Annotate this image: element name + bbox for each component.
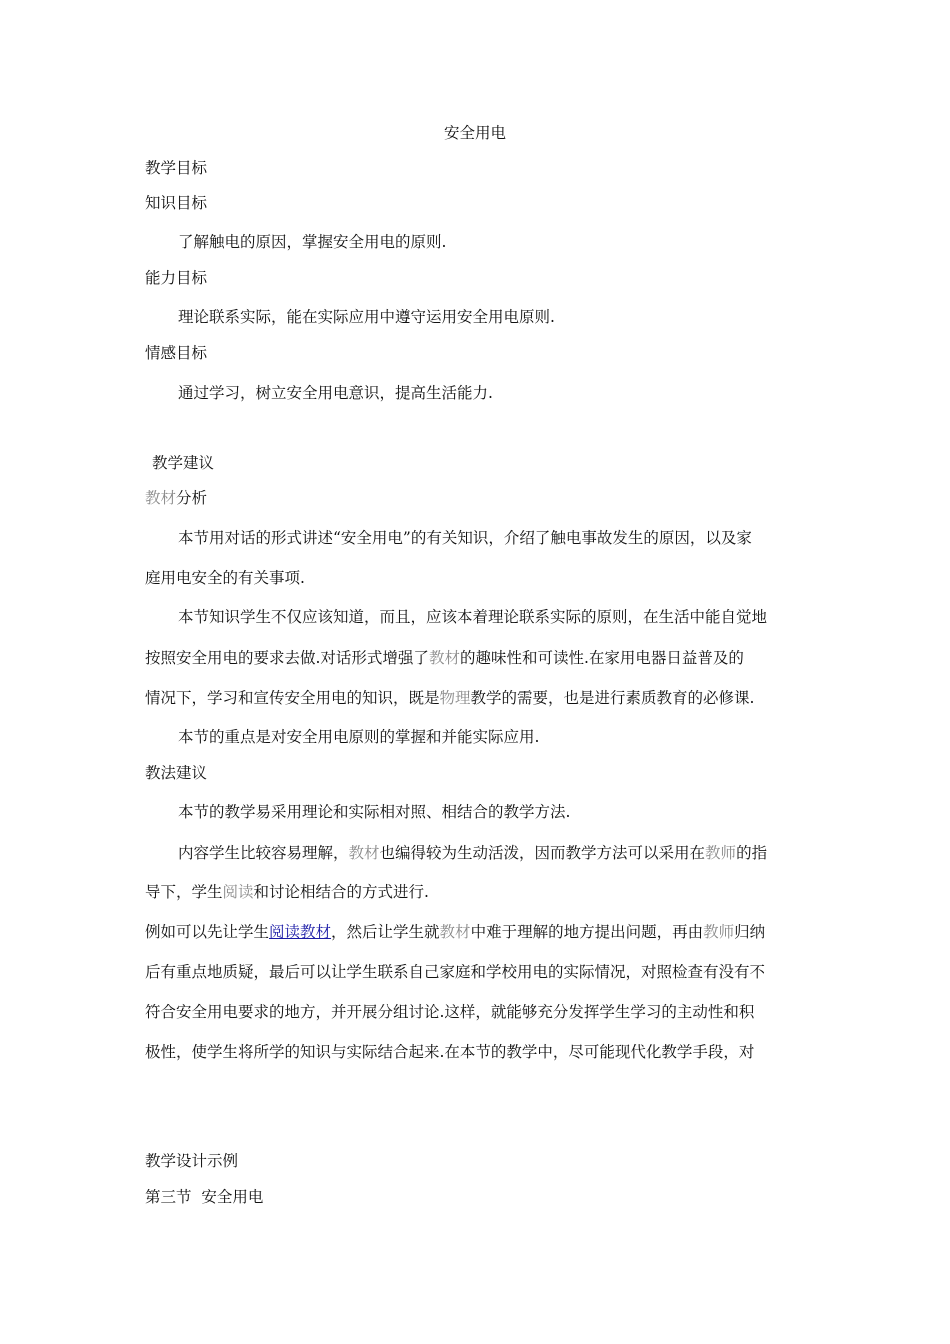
paragraph-line: 本节的重点是对安全用电原则的掌握和并能实际应用. [178, 728, 540, 746]
heading-method: 教法建议 [145, 764, 208, 782]
heading-emotion: 情感目标 [145, 344, 208, 362]
keyword-teacher: 教师 [705, 844, 737, 862]
paragraph-line: 符合安全用电要求的地方，并开展分组讨论.这样，就能够充分发挥学生学习的主动性和积 [145, 1003, 755, 1021]
knowledge-text: 了解触电的原因，掌握安全用电的原则. [178, 233, 447, 251]
paragraph-line: 本节知识学生不仅应该知道，而且，应该本着理论联系实际的原则，在生活中能自觉地 [178, 608, 768, 626]
keyword-material: 教材 [348, 844, 380, 862]
section-title: 第三节 安全用电 [145, 1188, 264, 1206]
paragraph-line: 情况下，学习和宣传安全用电的知识，既是物理教学的需要，也是进行素质教育的必修课. [145, 689, 755, 707]
keyword-material: 教材 [428, 649, 460, 667]
paragraph-line: 本节用对话的形式讲述“安全用电”的有关知识，介绍了触电事故发生的原因，以及家 [178, 529, 752, 547]
keyword-reading: 阅读 [222, 883, 254, 901]
paragraph-line: 导下，学生阅读和讨论相结合的方式进行. [145, 883, 429, 901]
heading-design-example: 教学设计示例 [145, 1152, 239, 1170]
emotion-text: 通过学习，树立安全用电意识，提高生活能力. [178, 384, 493, 402]
paragraph-line: 后有重点地质疑，最后可以让学生联系自己家庭和学校用电的实际情况，对照检查有没有不 [145, 963, 766, 981]
heading-objectives: 教学目标 [145, 159, 208, 177]
keyword-teacher: 教师 [703, 923, 735, 941]
heading-ability: 能力目标 [145, 269, 208, 287]
reading-material-link[interactable]: 阅读教材 [269, 923, 332, 941]
paragraph-line: 极性，使学生将所学的知识与实际结合起来.在本节的教学中，尽可能现代化教学手段，对 [145, 1043, 755, 1061]
heading-knowledge: 知识目标 [145, 194, 208, 212]
paragraph-line: 本节的教学易采用理论和实际相对照、相结合的教学方法. [178, 803, 571, 821]
ability-text: 理论联系实际，能在实际应用中遵守运用安全用电原则. [178, 308, 555, 326]
keyword-material: 教材 [439, 923, 471, 941]
paragraph-line: 内容学生比较容易理解，教材也编得较为生动活泼，因而教学方法可以采用在教师的指 [178, 844, 768, 862]
paragraph-line: 按照安全用电的要求去做.对话形式增强了教材的趣味性和可读性.在家用电器日益普及的 [145, 649, 744, 667]
page-title: 安全用电 [443, 124, 506, 142]
heading-suggestions: 教学建议 [152, 454, 215, 472]
keyword-physics: 物理 [439, 689, 471, 707]
paragraph-line: 例如可以先让学生阅读教材，然后让学生就教材中难于理解的地方提出问题，再由教师归纳 [145, 923, 766, 941]
material-link-text: 教材 [145, 489, 177, 507]
paragraph-line: 庭用电安全的有关事项. [145, 569, 305, 587]
heading-material-analysis: 教材分析 [145, 489, 208, 507]
